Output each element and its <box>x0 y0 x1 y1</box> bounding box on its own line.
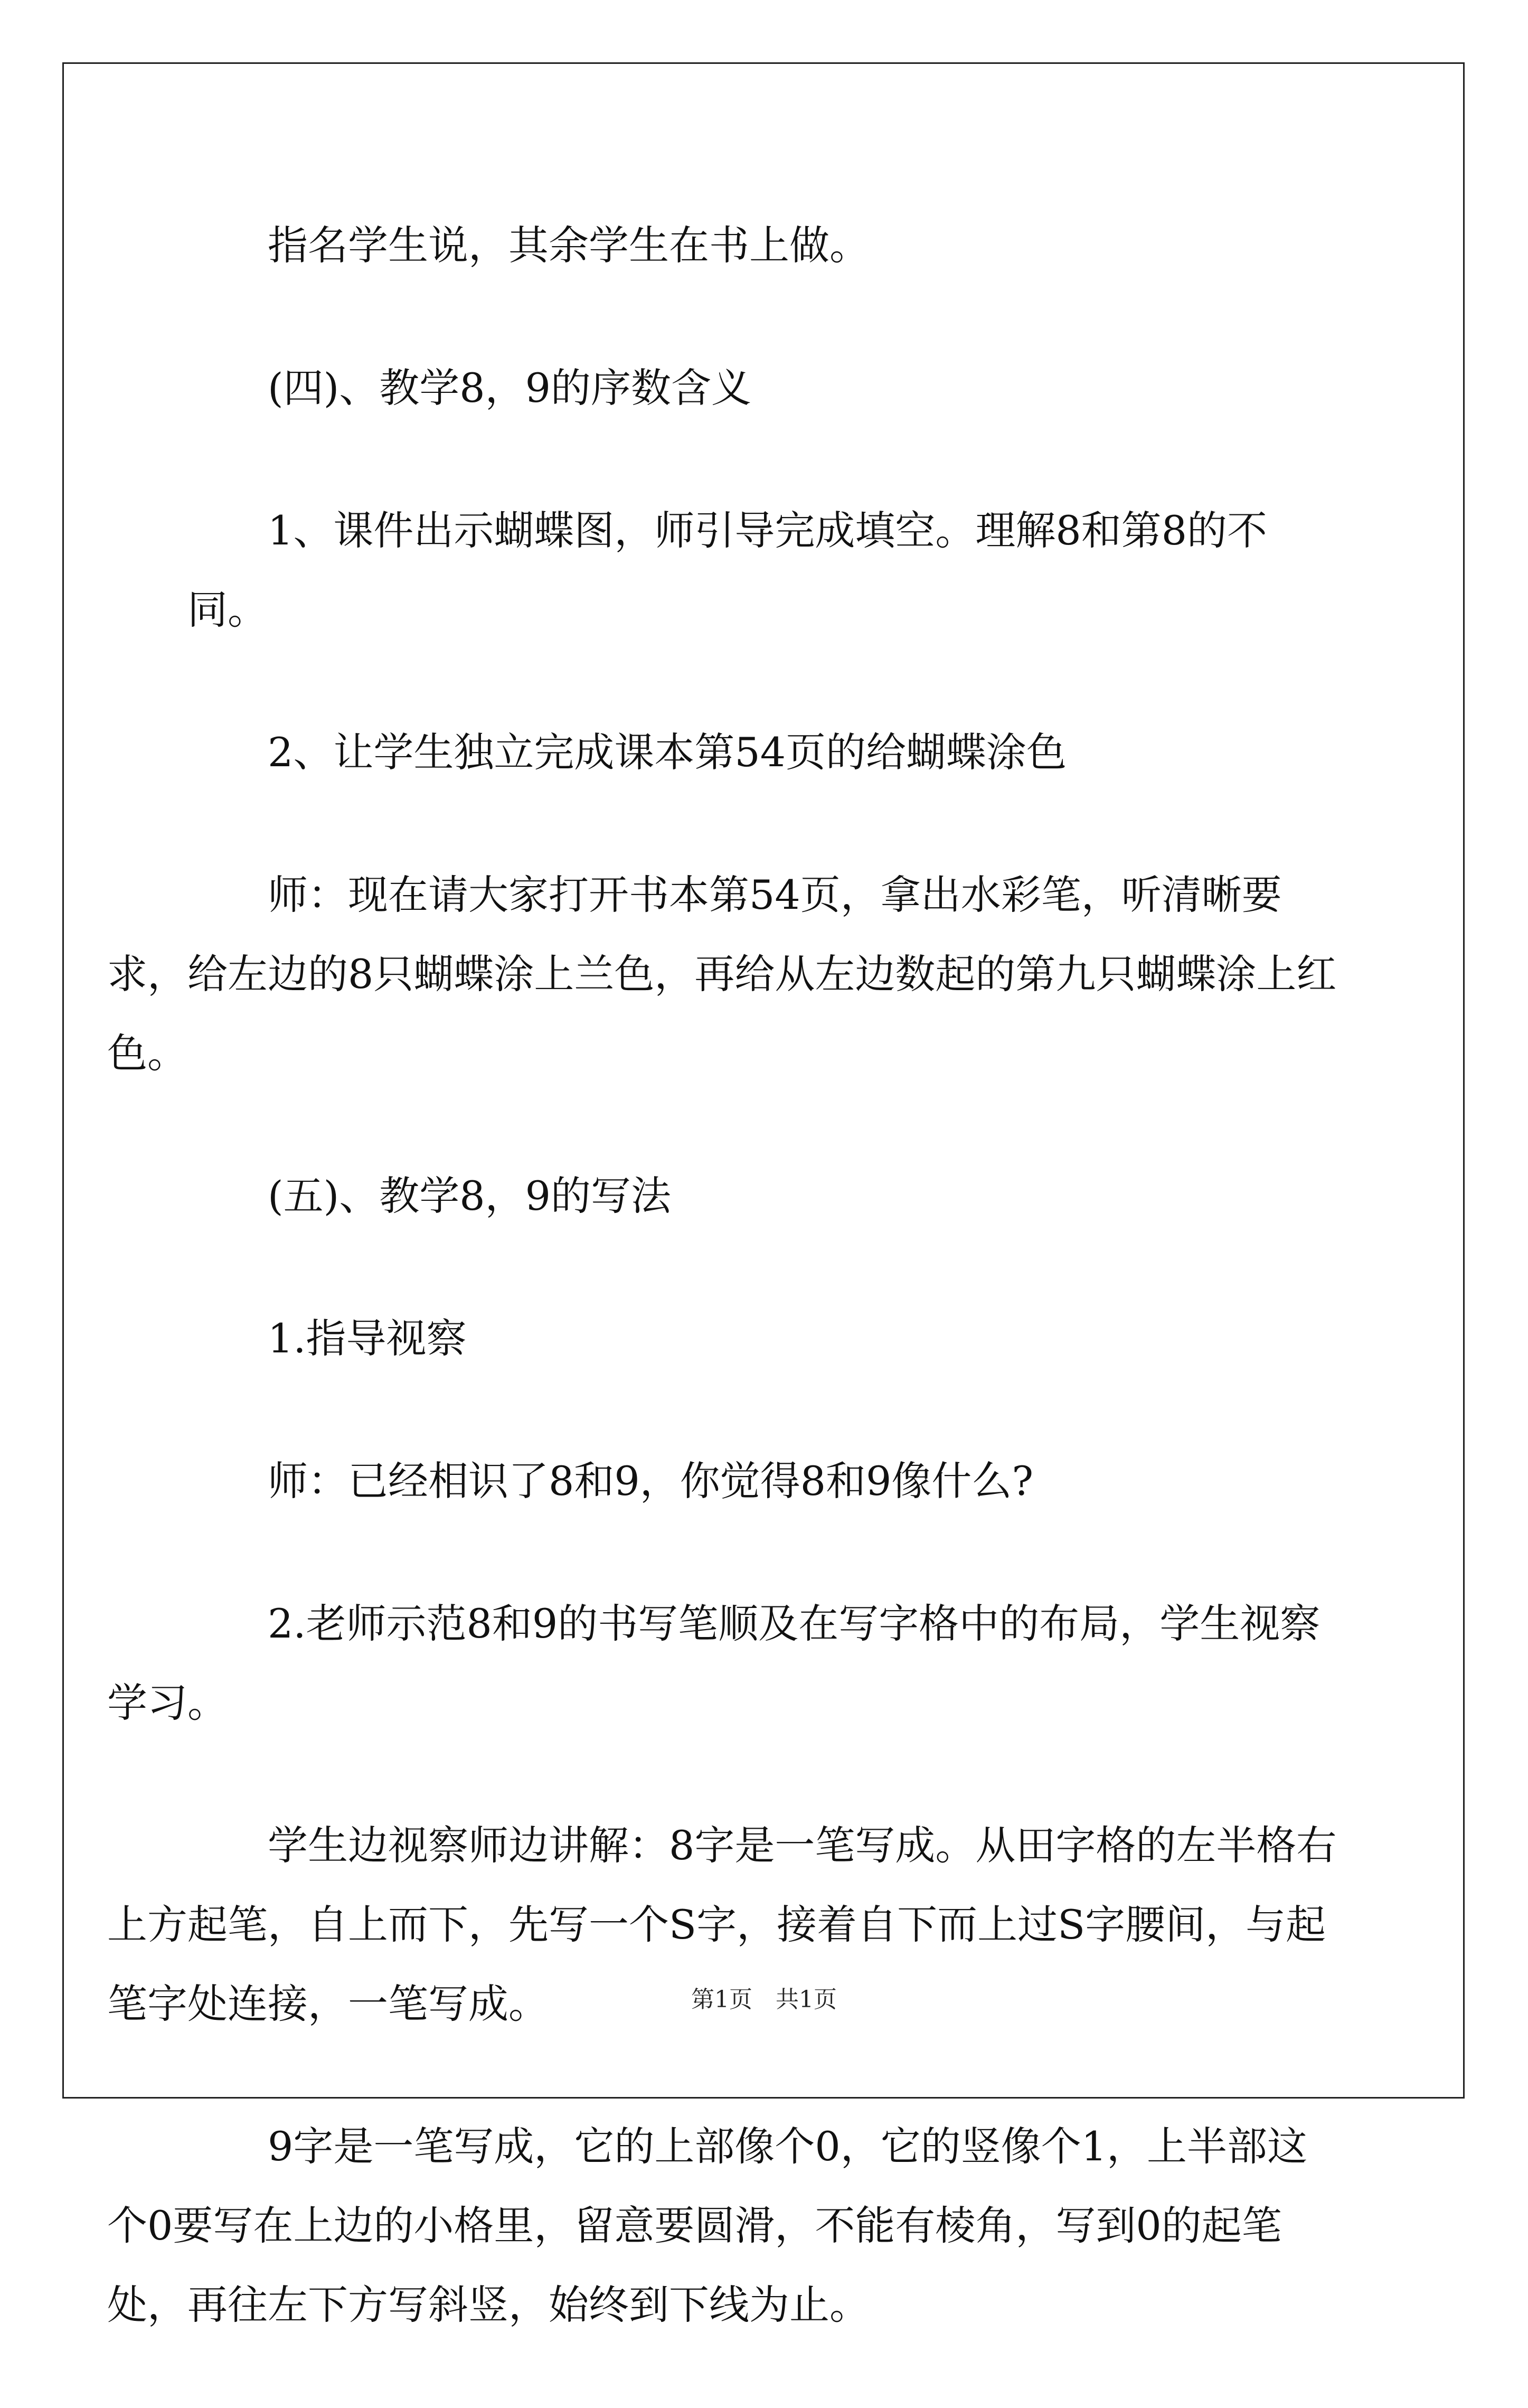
section-heading: (五)、教学8，9的写法 <box>268 1172 672 1219</box>
paragraph: 指名学生说，其余学生在书上做。 <box>268 222 870 269</box>
paragraph: 师：已经相识了8和9，你觉得8和9像什么? <box>268 1457 1034 1504</box>
paragraph: 1.指导视察 <box>268 1315 467 1362</box>
paragraph: 9字是一笔写成，它的上部像个0，它的竖像个1，上半部这个0要写在上边的小格里，留意要圆滑，不能有棱角，写到0的起笔处，再往左下方写斜竖，始终到下线为止。 <box>107 2123 1308 2328</box>
section-heading: (四)、教学8，9的序数含义 <box>268 364 752 411</box>
paragraph: 学生边视察师边讲解：8字是一笔写成。从田字格的左半格右上方起笔，自上而下，先写一个S字，接着自下而上过S字腰间，与起笔字处连接，一笔写成。 <box>107 1822 1337 2027</box>
paragraph: 1、课件出示蝴蝶图，师引导完成填空。理解8和第8的不同。 <box>187 507 1268 633</box>
paragraph: 2.老师示范8和9的书写笔顺及在写字格中的布局，学生视察学习。 <box>107 1600 1321 1726</box>
paragraph: 2、让学生独立完成课本第54页的给蝴蝶涂色 <box>268 729 1067 776</box>
document-body <box>107 206 1346 2408</box>
paragraph: 师：现在请大家打开书本第54页，拿出水彩笔，听清晰要求，给左边的8只蝴蝶涂上兰色，再给从左边数起的第九只蝴蝶涂上红色。 <box>107 871 1337 1077</box>
page-number: 第1页 共1页 <box>691 1986 837 2013</box>
